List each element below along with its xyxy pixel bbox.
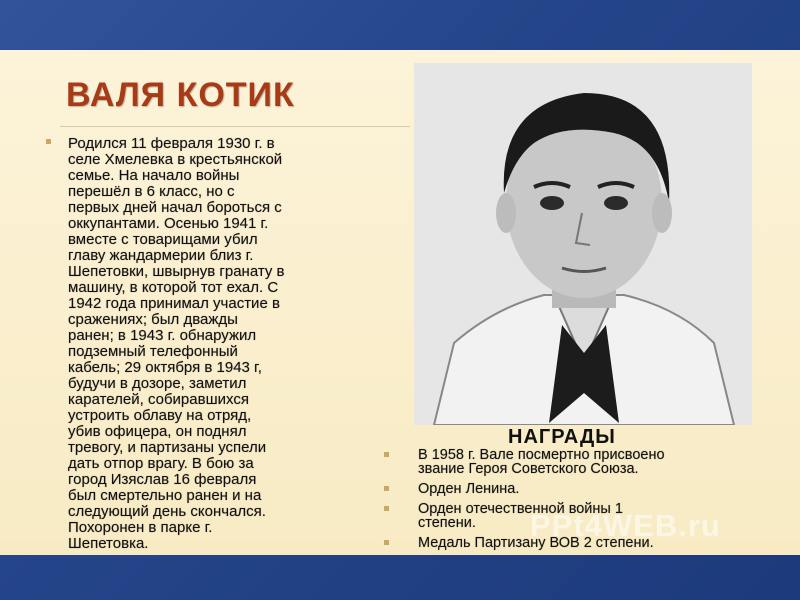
award-text: Медаль Партизану ВОВ 2 степени. xyxy=(418,535,654,551)
bullet-icon xyxy=(384,540,389,545)
bullet-icon xyxy=(384,486,389,491)
awards-heading: НАГРАДЫ xyxy=(508,426,616,448)
award-text: Орден Ленина. xyxy=(418,481,520,497)
portrait-image xyxy=(414,63,752,425)
bullet-icon xyxy=(46,139,51,144)
watermark: PPt4WEB.ru xyxy=(530,508,721,543)
biography-text: Родился 11 февраля 1930 г. в селе Хмелевка в крестьянской семье. На начало войны перешёл в 6 класс, но с первых дней начал бороться с оккупантами. Осенью 1941 г. вместе с товарищами убил главу жандармерии близ г. Шепетовки, швырнув гранату в машину, в которой тот ехал. С 1942 года принимал участие в сражениях; был дважды ранен; в 1943 г. обнаружил подземный телефонный кабель; 29 октября в 1943 г, будучи в дозоре, заметил карателей, собиравшихся устроить облаву на отряд, убив офицера, он поднял тревогу, и партизаны успели дать отпор врагу. В бою за город Изяслав 16 февраля был смертельно ранен и на следующий день скончался. Похоронен в парке г. Шепетовка. xyxy=(68,135,285,552)
list-item xyxy=(384,482,774,496)
list-item xyxy=(384,448,774,476)
award-text: В 1958 г. Вале посмертно присвоено звание Героя Советского Союза. xyxy=(418,447,665,477)
title-divider xyxy=(60,126,410,127)
portrait-photo xyxy=(414,63,752,425)
award-text: Орден отечественной войны 1 степени. xyxy=(418,501,623,531)
bullet-icon xyxy=(384,506,389,511)
bullet-icon xyxy=(384,452,389,457)
biography-block xyxy=(46,136,376,552)
slide-title: ВАЛЯ КОТИК xyxy=(66,76,295,114)
